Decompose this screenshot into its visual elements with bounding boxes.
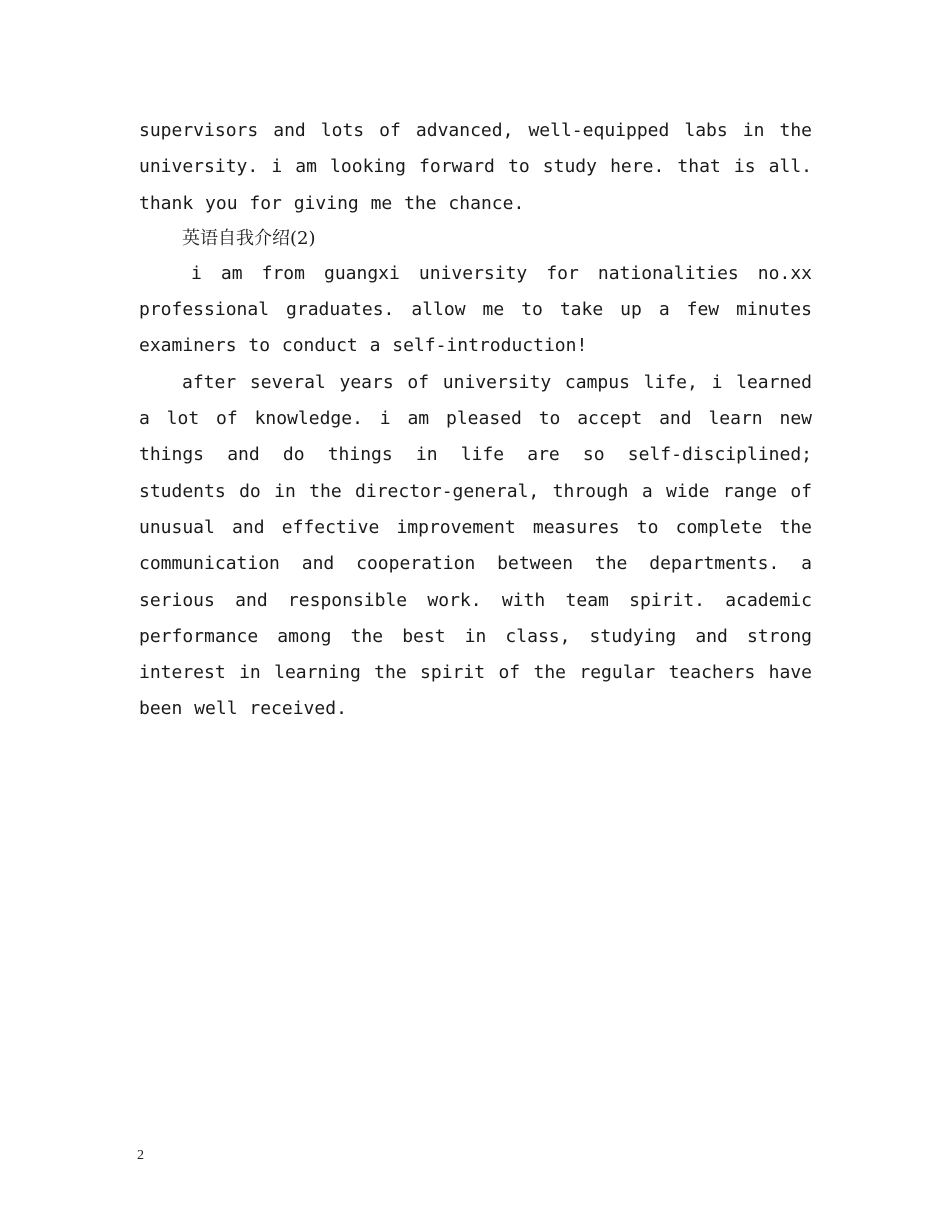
paragraph-continuation: supervisors and lots of advanced, well-equipped labs in the university. i am looking forward to study here. that is all. thank you for giving me the chance.	[139, 120, 812, 214]
page-number: 2	[137, 1148, 144, 1163]
paragraph-body: after several years of university campus life, i learned a lot of knowledge. i am pleased to accept and learn new things and do things in life are so self-disciplined; students do in the director-general, through a wide range of unusual and effective improvement measures to complete the communication and cooperation between the departments. a serious and responsible work. with team spirit. academic performance among the best in class, studying and strong interest in learning the spirit of the regular teachers have been well received.	[139, 371, 812, 720]
page-content	[139, 113, 812, 728]
section-heading: 英语自我介绍(2)	[182, 227, 316, 249]
paragraph-intro: i am from guangxi university for nationalities no.xx professional graduates. allow me to take up a few minutes examiners to conduct a self-introduction!	[139, 262, 812, 357]
